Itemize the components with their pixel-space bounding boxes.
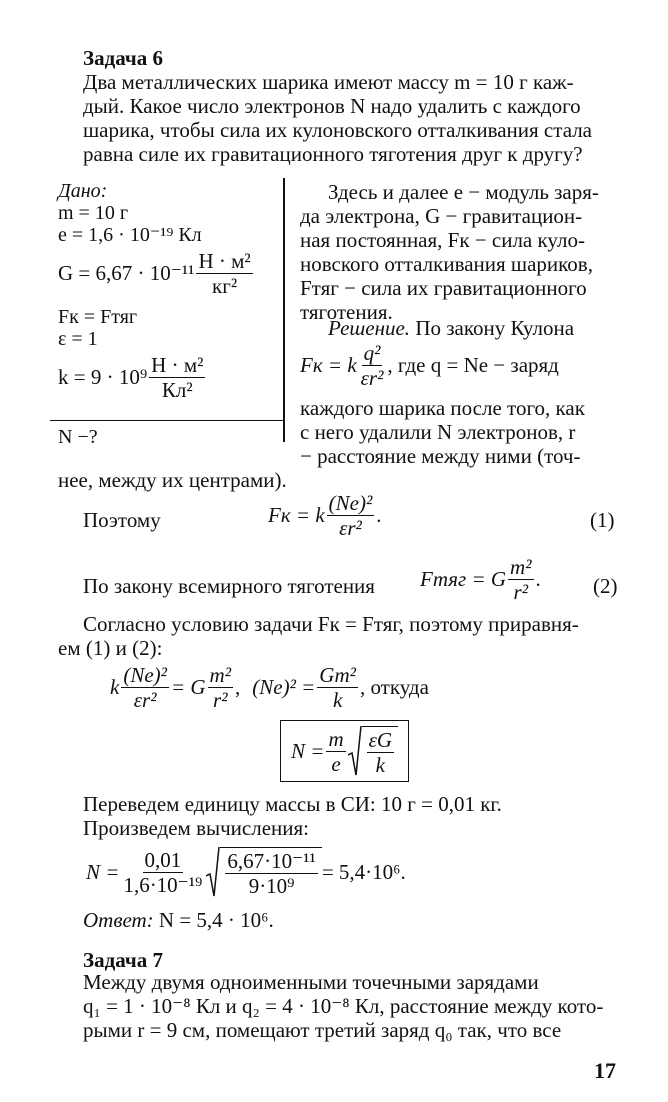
boxed-den: e <box>331 751 341 776</box>
task7-line1: Между двумя одноименными точечными зарядами <box>83 970 539 994</box>
poetomu: Поэтому <box>83 508 161 532</box>
formula-2-num: m² <box>510 555 532 579</box>
calc-line: Произведем вычисления: <box>83 816 309 840</box>
task6-line4: равна силе их гравитационного тяготения друг к другу? <box>83 142 583 166</box>
given-e: e = 1,6 · 10⁻¹⁹ Кл <box>58 224 202 246</box>
condition-line1: Согласно условию задачи Fк = Fтяг, поэтому приравня- <box>83 612 579 636</box>
task7-line2: q₁ = 1 · 10⁻⁸ Кл и q₂ = 4 · 10⁻⁸ Кл, расстояние между кото- <box>83 994 604 1018</box>
task6-line1: Два металлических шарика имеют массу m = 10 г каж- <box>83 70 574 94</box>
formula-2-fraction <box>508 556 533 603</box>
equation-a <box>110 664 429 711</box>
given-k <box>58 354 207 401</box>
calc-frac <box>121 849 204 896</box>
given-header: Дано: <box>58 180 108 202</box>
formula-2 <box>420 556 541 603</box>
formula-1-den: εr² <box>339 516 362 540</box>
calc-den: 1,6·10⁻¹⁹ <box>123 872 203 897</box>
sqrt-sign-icon-2 <box>206 846 220 898</box>
equation-a-frac1 <box>121 664 169 711</box>
equation-b-lhs: (Ne)² = <box>252 675 316 699</box>
equation-a-frac2 <box>208 664 233 711</box>
boxed-result <box>280 720 409 782</box>
calc-result: = 5,4·10⁶. <box>321 859 406 884</box>
answer-label: Ответ: <box>83 908 154 932</box>
boxed-lhs: N = <box>291 738 325 763</box>
formula-1-num: (Ne)² <box>328 491 373 515</box>
given-k-unit-den: Кл² <box>161 378 193 402</box>
calc-radicand <box>225 850 317 897</box>
answer-value: N = 5,4 · 10⁶. <box>153 908 274 932</box>
calc-rnum: 6,67·10⁻¹¹ <box>227 849 316 873</box>
calc-lhs: N = <box>86 859 120 884</box>
formula-2-lhs: Fтяг = G <box>420 567 507 591</box>
given-eps: ε = 1 <box>58 328 98 350</box>
given-m: m = 10 г <box>58 202 129 224</box>
task7-line3: рыми r = 9 см, помещают третий заряд q₀ так, что все <box>83 1018 562 1042</box>
task6-title: Задача 6 <box>83 46 163 70</box>
formula-2-dot: . <box>535 567 541 591</box>
given-g-unit-num: Н · м² <box>198 249 251 273</box>
given-k-lhs: k = 9 · 10⁹ <box>58 365 148 389</box>
solution-label: Решение. <box>328 316 411 340</box>
boxed-sqrt <box>348 725 398 777</box>
given-g-lhs: G = 6,67 · 10⁻¹¹ <box>58 261 195 285</box>
boxed-rnum: εG <box>368 728 393 752</box>
task7-title: Задача 7 <box>83 948 163 972</box>
equation-a-den1: εr² <box>133 688 157 712</box>
equation-b-frac <box>317 664 358 711</box>
calculation <box>86 846 406 898</box>
right-line7: каждого шарика после того, как <box>300 396 585 420</box>
coulomb-formula <box>300 342 559 389</box>
right-line8: с него удалили N электронов, r <box>300 420 576 444</box>
equation-a-comma: , <box>235 675 241 699</box>
given-g-unit <box>196 250 252 297</box>
coulomb-num: q² <box>363 341 381 365</box>
given-g <box>58 250 255 297</box>
boxed-radicand <box>367 729 394 776</box>
given-fk: Fк = Fтяг <box>58 306 138 328</box>
boxed-frac <box>326 728 345 775</box>
equation-number-1: (1) <box>590 508 615 532</box>
coulomb-den: εr² <box>360 366 384 390</box>
boxed-num: m <box>328 726 344 751</box>
answer-line <box>83 908 274 932</box>
calc-rden: 9·10⁹ <box>248 874 295 898</box>
task6-line3: шарика, чтобы сила их кулоновского отталкивания стала <box>83 118 592 142</box>
solution-text: По закону Кулона <box>410 316 575 340</box>
given-k-unit <box>149 354 205 401</box>
equation-a-den2: r² <box>213 688 228 712</box>
equation-number-2: (2) <box>593 574 618 598</box>
calc-sqrt <box>206 846 321 898</box>
right-line4: новского отталкивания шариков, <box>300 252 593 276</box>
solution-line <box>328 316 574 340</box>
equation-a-mid: = G <box>170 675 206 699</box>
equation-a-num1: (Ne)² <box>123 663 167 687</box>
right-line2: да электрона, G − гравитацион- <box>300 204 583 228</box>
task6-line2: дый. Какое число электронов N надо удалить с каждого <box>83 94 581 118</box>
grav-text: По закону всемирного тяготения <box>83 574 375 598</box>
given-k-unit-num: Н · м² <box>151 353 204 377</box>
formula-1 <box>268 492 382 539</box>
condition-line2: ем (1) и (2): <box>58 636 163 660</box>
right-line6: тяготения. <box>300 300 393 324</box>
page-number: 17 <box>594 1058 616 1083</box>
right-line9: − расстояние между ними (точ- <box>300 444 581 468</box>
formula-2-den: r² <box>513 580 529 604</box>
si-line: Переведем единицу массы в СИ: 10 г = 0,01 кг. <box>83 792 502 816</box>
formula-1-dot: . <box>376 503 382 527</box>
formula-1-lhs: Fк = k <box>268 503 325 527</box>
body-line1: нее, между их центрами). <box>58 468 287 492</box>
coulomb-lhs: Fк = k <box>300 353 357 377</box>
given-find: N −? <box>58 426 98 448</box>
formula-1-fraction <box>327 492 375 539</box>
right-line3: ная постоянная, Fк − сила куло- <box>300 228 585 252</box>
equation-b-den: k <box>332 688 343 712</box>
boxed-rden: k <box>375 753 385 777</box>
right-line1: Здесь и далее e − модуль заря- <box>328 180 599 204</box>
coulomb-text: , где q = Ne − заряд <box>387 353 559 377</box>
equation-b-num: Gm² <box>319 663 356 687</box>
given-g-unit-den: кг² <box>212 274 238 298</box>
sqrt-sign-icon <box>348 725 362 777</box>
calc-num: 0,01 <box>144 847 182 872</box>
equation-a-k: k <box>110 675 120 699</box>
given-divider <box>50 420 284 421</box>
equation-a-num2: m² <box>209 663 232 687</box>
equation-b-tail: , откуда <box>359 675 429 699</box>
coulomb-fraction <box>359 342 386 389</box>
right-line5: Fтяг − сила их гравитационного <box>300 276 587 300</box>
given-vertical-rule <box>283 178 285 442</box>
